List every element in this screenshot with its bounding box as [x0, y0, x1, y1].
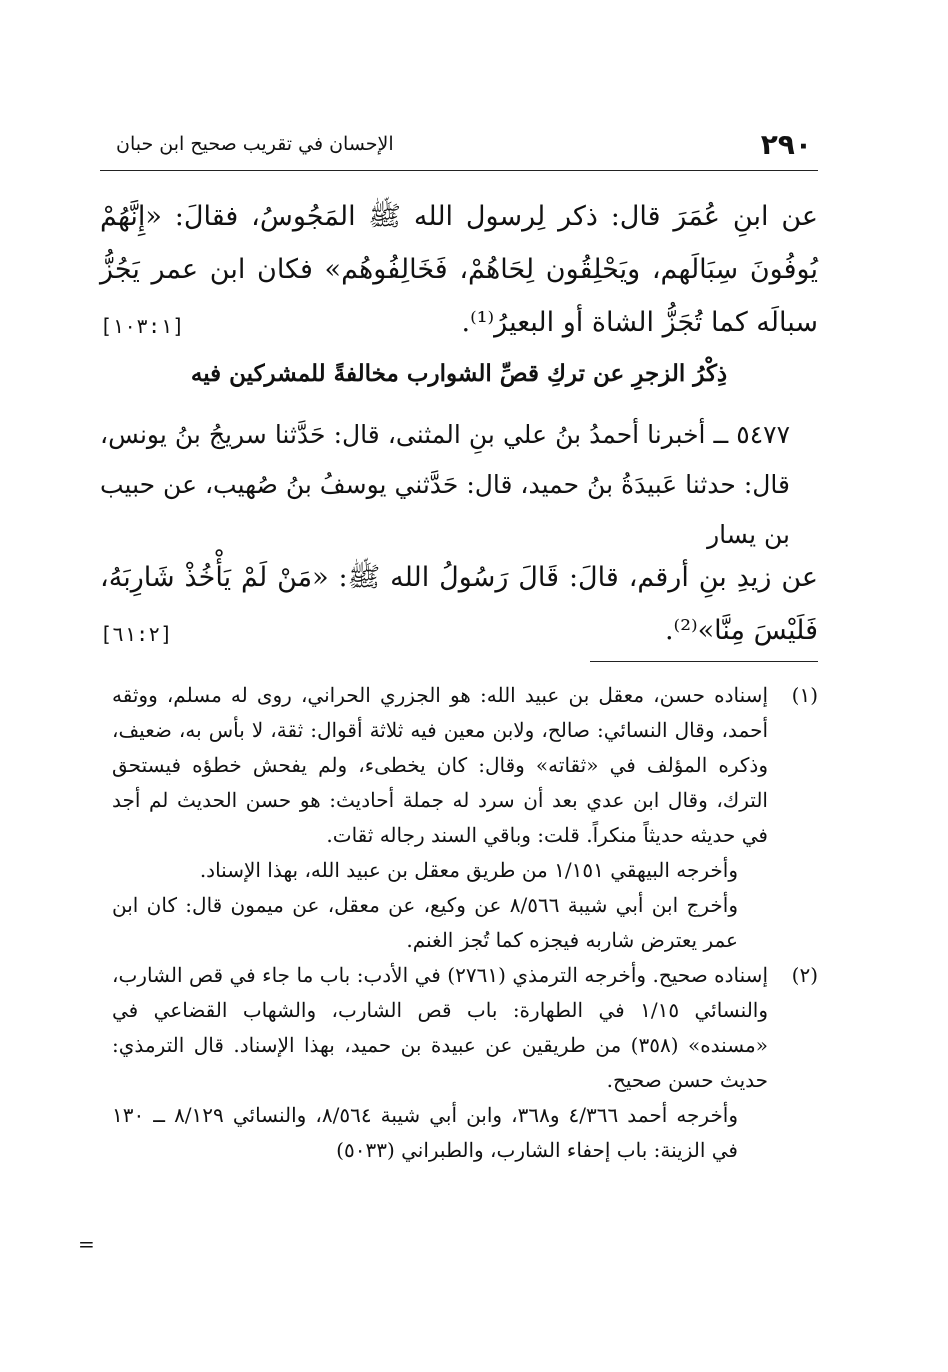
header-divider	[100, 170, 818, 171]
footnotes	[112, 678, 818, 1168]
footnote-number: (١)	[791, 683, 818, 707]
footnote-paragraph: وأخرجه البيهقي ١/١٥١ من طريق معقل بن عبيد الله، بهذا الإسناد.	[199, 858, 738, 882]
matn-text: عن زيدِ بنِ أرقم، قالَ: قَالَ رَسُولُ الله ﷺ: «مَنْ لَمْ يَأْخُذْ شَارِبَهُ، فَلَيْسَ مِنَّا»⁽²⁾.	[100, 562, 818, 646]
hadith-previous	[100, 190, 818, 353]
footnote-paragraph: وأخرج ابن أبي شيبة ٨/٥٦٦ عن وكيع، عن معقل، عن ميمون قال: كان ابن عمر يعترض شاربه فيجزه كما تُجز الغنم.	[112, 893, 738, 952]
hadith-reference: [١٠٣:١]	[100, 314, 185, 338]
footnote-paragraph: إسناده حسن، معقل بن عبيد الله: هو الجزري الحراني، روى له مسلم، ووثقه أحمد، وقال النسائي: صالح، ولابن معين فيه ثلاثة أقوال: ثقة، لا بأس به، ضعيف، وذكره المؤلف في «ثقاته» وقال: كان يخطىء، ولم يفحش خطؤه فيستحق الترك، وقال ابن عدي بعد أن سرد له جملة أحاديث: هو حسن الحديث لم أجد في حديثه حديثاً منكراً. قلت: وباقي السند رجاله ثقات.	[112, 683, 768, 847]
footnote-2	[112, 958, 818, 1168]
footnote-number: (٢)	[791, 963, 818, 987]
footnote-divider	[590, 661, 818, 662]
footnote-1	[112, 678, 818, 958]
footnote-paragraph: وأخرجه أحمد ٤/٣٦٦ و٣٦٨، وابن أبي شيبة ٨/٥٦٤، والنسائي ٨/١٢٩ ــ ١٣٠ في الزينة: باب إحفاء الشارب، والطبراني (٥٠٣٣)	[112, 1103, 739, 1162]
page-number: ٢٩٠	[760, 128, 812, 161]
footnote-continuation-mark: =	[78, 1232, 95, 1256]
chapter-heading: ذِكْرُ الزجرِ عن تركِ قصِّ الشوارب مخالفةً للمشركين فيه	[190, 360, 728, 387]
hadith-text: عن ابنِ عُمَرَ قال: ذكر لِرسول الله ﷺ المَجُوسُ، فقالَ: «إِنَّهُمْ يُوفُونَ سِبَالَهم، ويَحْلِقُون لِحَاهُمْ، فَخَالِفُوهُم» فكان ابن عمر يَجُزُّ سبالَه كما تُجَزُّ الشاة أو البعيرُ⁽¹⁾.	[100, 201, 818, 338]
hadith-reference: [٦١:٢]	[100, 622, 173, 646]
hadith-matn	[100, 551, 818, 661]
hadith-isnad	[100, 410, 818, 560]
running-header-title: الإحسان في تقريب صحيح ابن حبان	[116, 133, 394, 155]
footnote-paragraph: إسناده صحيح. وأخرجه الترمذي (٢٧٦١) في الأدب: باب ما جاء في قص الشارب، والنسائي ١/١٥ في الطهارة: باب قص الشارب، والشهاب القضاعي في «مسنده» (٣٥٨) من طريقين عن عبيدة بن حميد، بهذا الإسناد. قال الترمذي: حديث حسن صحيح.	[112, 963, 768, 1092]
isnad-text: ٥٤٧٧ ــ أخبرنا أحمدُ بنُ علي بنِ المثنى، قال: حَدَّثنا سريجُ بنُ يونس، قال: حدثنا عَبيدَةُ بنُ حميد، قال: حَدَّثني يوسفُ بنُ صُهيب، عن حبيب بن يسار	[100, 420, 790, 549]
